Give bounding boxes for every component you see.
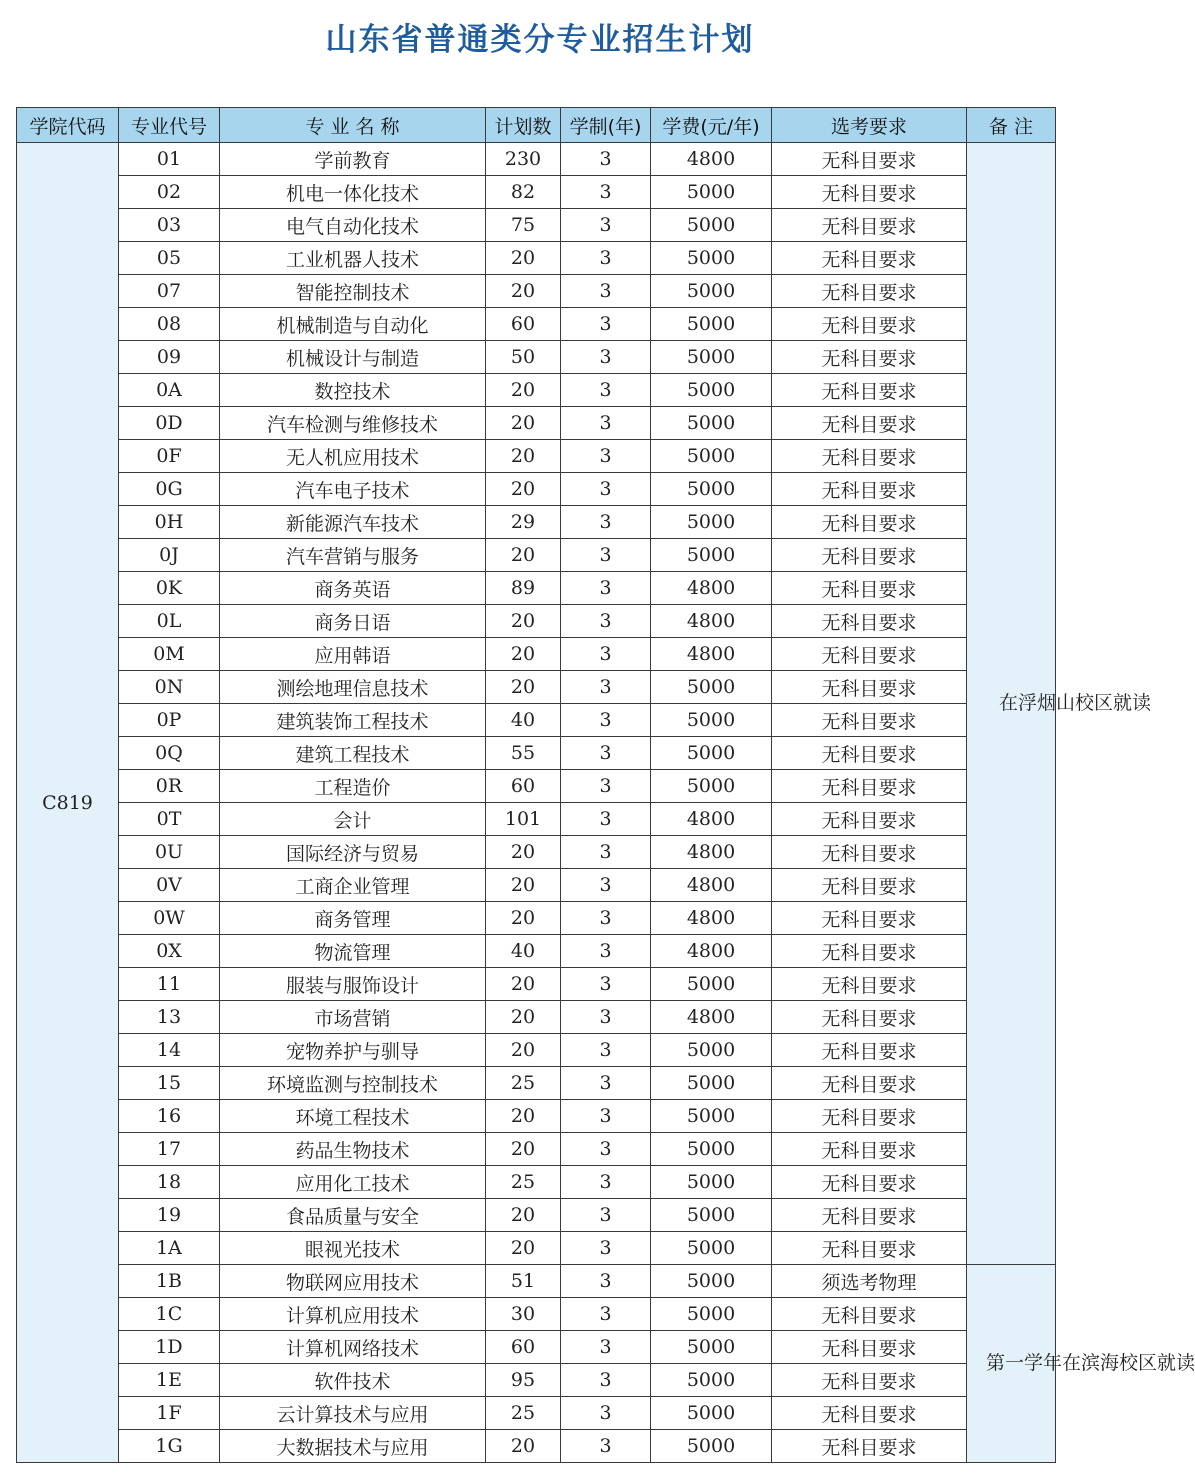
header-duration: 学制(年) — [561, 108, 651, 143]
tuition-cell: 5000 — [651, 1199, 772, 1232]
plan-count-cell: 20 — [486, 1133, 561, 1166]
major-code-cell: 16 — [119, 1100, 220, 1133]
subject-requirement-cell: 无科目要求 — [772, 1331, 967, 1364]
major-name-cell: 药品生物技术 — [220, 1133, 486, 1166]
tuition-cell: 5000 — [651, 407, 772, 440]
major-name-cell: 智能控制技术 — [220, 275, 486, 308]
major-name-cell: 大数据技术与应用 — [220, 1430, 486, 1463]
subject-requirement-cell: 无科目要求 — [772, 968, 967, 1001]
tuition-cell: 4800 — [651, 143, 772, 176]
major-name-cell: 测绘地理信息技术 — [220, 671, 486, 704]
plan-count-cell: 20 — [486, 539, 561, 572]
duration-cell: 3 — [561, 704, 651, 737]
enrollment-plan-table — [16, 107, 1195, 1463]
plan-count-cell: 20 — [486, 407, 561, 440]
major-name-cell: 机电一体化技术 — [220, 176, 486, 209]
plan-count-cell: 20 — [486, 1199, 561, 1232]
table-row — [17, 1397, 1056, 1430]
duration-cell: 3 — [561, 671, 651, 704]
tuition-cell: 5000 — [651, 704, 772, 737]
duration-cell: 3 — [561, 572, 651, 605]
duration-cell: 3 — [561, 1364, 651, 1397]
plan-count-cell: 60 — [486, 1331, 561, 1364]
major-code-cell: 0L — [119, 605, 220, 638]
duration-cell: 3 — [561, 1199, 651, 1232]
tuition-cell: 5000 — [651, 506, 772, 539]
table-row — [17, 605, 1056, 638]
duration-cell: 3 — [561, 407, 651, 440]
plan-count-cell: 50 — [486, 341, 561, 374]
plan-count-cell: 20 — [486, 836, 561, 869]
tuition-cell: 4800 — [651, 836, 772, 869]
subject-requirement-cell: 须选考物理 — [772, 1265, 967, 1298]
major-code-cell: 0J — [119, 539, 220, 572]
table-row — [17, 1034, 1056, 1067]
major-code-cell: 0W — [119, 902, 220, 935]
subject-requirement-cell: 无科目要求 — [772, 704, 967, 737]
plan-count-cell: 60 — [486, 308, 561, 341]
plan-count-cell: 20 — [486, 1034, 561, 1067]
tuition-cell: 5000 — [651, 1100, 772, 1133]
table-header-row — [17, 108, 1056, 143]
major-name-cell: 软件技术 — [220, 1364, 486, 1397]
major-code-cell: 0G — [119, 473, 220, 506]
subject-requirement-cell: 无科目要求 — [772, 803, 967, 836]
subject-requirement-cell: 无科目要求 — [772, 1199, 967, 1232]
major-name-cell: 商务英语 — [220, 572, 486, 605]
major-name-cell: 物联网应用技术 — [220, 1265, 486, 1298]
plan-count-cell: 29 — [486, 506, 561, 539]
table-row — [17, 1001, 1056, 1034]
table-row — [17, 242, 1056, 275]
duration-cell: 3 — [561, 737, 651, 770]
duration-cell: 3 — [561, 968, 651, 1001]
plan-count-cell: 20 — [486, 869, 561, 902]
table-row — [17, 275, 1056, 308]
plan-count-cell: 20 — [486, 440, 561, 473]
subject-requirement-cell: 无科目要求 — [772, 902, 967, 935]
tuition-cell: 5000 — [651, 473, 772, 506]
subject-requirement-cell: 无科目要求 — [772, 407, 967, 440]
tuition-cell: 5000 — [651, 1265, 772, 1298]
table-row — [17, 1067, 1056, 1100]
subject-requirement-cell: 无科目要求 — [772, 1298, 967, 1331]
tuition-cell: 5000 — [651, 1232, 772, 1265]
table-row — [17, 1133, 1056, 1166]
major-code-cell: 0K — [119, 572, 220, 605]
subject-requirement-cell: 无科目要求 — [772, 176, 967, 209]
duration-cell: 3 — [561, 1034, 651, 1067]
duration-cell: 3 — [561, 605, 651, 638]
plan-count-cell: 30 — [486, 1298, 561, 1331]
subject-requirement-cell: 无科目要求 — [772, 275, 967, 308]
table-row — [17, 176, 1056, 209]
plan-count-cell: 55 — [486, 737, 561, 770]
major-code-cell: 05 — [119, 242, 220, 275]
plan-count-cell: 20 — [486, 638, 561, 671]
table-row — [17, 968, 1056, 1001]
table-row — [17, 539, 1056, 572]
duration-cell: 3 — [561, 242, 651, 275]
subject-requirement-cell: 无科目要求 — [772, 1232, 967, 1265]
duration-cell: 3 — [561, 1100, 651, 1133]
tuition-cell: 5000 — [651, 1034, 772, 1067]
major-name-cell: 数控技术 — [220, 374, 486, 407]
table-row — [17, 440, 1056, 473]
plan-count-cell: 25 — [486, 1397, 561, 1430]
table-row — [17, 836, 1056, 869]
subject-requirement-cell: 无科目要求 — [772, 1100, 967, 1133]
table-row — [17, 902, 1056, 935]
table-row — [17, 572, 1056, 605]
tuition-cell: 5000 — [651, 176, 772, 209]
major-name-cell: 环境工程技术 — [220, 1100, 486, 1133]
duration-cell: 3 — [561, 1232, 651, 1265]
major-name-cell: 机械设计与制造 — [220, 341, 486, 374]
major-code-cell: 1D — [119, 1331, 220, 1364]
major-code-cell: 0P — [119, 704, 220, 737]
subject-requirement-cell: 无科目要求 — [772, 209, 967, 242]
table-row — [17, 1430, 1056, 1463]
subject-requirement-cell: 无科目要求 — [772, 1166, 967, 1199]
major-code-cell: 1A — [119, 1232, 220, 1265]
tuition-cell: 5000 — [651, 1430, 772, 1463]
major-name-cell: 商务日语 — [220, 605, 486, 638]
tuition-cell: 5000 — [651, 1166, 772, 1199]
major-name-cell: 宠物养护与驯导 — [220, 1034, 486, 1067]
major-code-cell: 01 — [119, 143, 220, 176]
major-code-cell: 0H — [119, 506, 220, 539]
major-code-cell: 0A — [119, 374, 220, 407]
table-row — [17, 1199, 1056, 1232]
duration-cell: 3 — [561, 341, 651, 374]
major-code-cell: 1C — [119, 1298, 220, 1331]
major-code-cell: 1G — [119, 1430, 220, 1463]
table-row — [17, 704, 1056, 737]
college-code-cell: C819 — [17, 143, 119, 1463]
subject-requirement-cell: 无科目要求 — [772, 1067, 967, 1100]
duration-cell: 3 — [561, 209, 651, 242]
major-code-cell: 18 — [119, 1166, 220, 1199]
major-name-cell: 国际经济与贸易 — [220, 836, 486, 869]
duration-cell: 3 — [561, 869, 651, 902]
plan-count-cell: 20 — [486, 1430, 561, 1463]
table-row — [17, 341, 1056, 374]
duration-cell: 3 — [561, 902, 651, 935]
tuition-cell: 5000 — [651, 770, 772, 803]
major-name-cell: 新能源汽车技术 — [220, 506, 486, 539]
duration-cell: 3 — [561, 1397, 651, 1430]
tuition-cell: 4800 — [651, 902, 772, 935]
tuition-cell: 4800 — [651, 803, 772, 836]
tuition-cell: 5000 — [651, 1364, 772, 1397]
duration-cell: 3 — [561, 1166, 651, 1199]
subject-requirement-cell: 无科目要求 — [772, 737, 967, 770]
duration-cell: 3 — [561, 440, 651, 473]
duration-cell: 3 — [561, 1430, 651, 1463]
major-name-cell: 工程造价 — [220, 770, 486, 803]
subject-requirement-cell: 无科目要求 — [772, 638, 967, 671]
tuition-cell: 4800 — [651, 935, 772, 968]
tuition-cell: 4800 — [651, 605, 772, 638]
remark-cell-binhai — [967, 1265, 1195, 1463]
tuition-cell: 5000 — [651, 1298, 772, 1331]
table-row — [17, 209, 1056, 242]
subject-requirement-cell: 无科目要求 — [772, 605, 967, 638]
header-subject-requirement: 选考要求 — [772, 108, 967, 143]
plan-count-cell: 89 — [486, 572, 561, 605]
major-code-cell: 1B — [119, 1265, 220, 1298]
major-name-cell: 建筑工程技术 — [220, 737, 486, 770]
table-row — [17, 308, 1056, 341]
page-title: 山东省普通类分专业招生计划 — [325, 22, 755, 58]
subject-requirement-cell: 无科目要求 — [772, 242, 967, 275]
table-row — [17, 1232, 1056, 1265]
header-tuition: 学费(元/年) — [651, 108, 772, 143]
subject-requirement-cell: 无科目要求 — [772, 473, 967, 506]
duration-cell: 3 — [561, 1265, 651, 1298]
tuition-cell: 5000 — [651, 308, 772, 341]
major-name-cell: 汽车检测与维修技术 — [220, 407, 486, 440]
major-name-cell: 汽车电子技术 — [220, 473, 486, 506]
major-name-cell: 应用韩语 — [220, 638, 486, 671]
major-name-cell: 计算机应用技术 — [220, 1298, 486, 1331]
major-code-cell: 0X — [119, 935, 220, 968]
plan-count-cell: 51 — [486, 1265, 561, 1298]
duration-cell: 3 — [561, 1331, 651, 1364]
major-name-cell: 市场营销 — [220, 1001, 486, 1034]
duration-cell: 3 — [561, 638, 651, 671]
tuition-cell: 5000 — [651, 440, 772, 473]
plan-count-cell: 82 — [486, 176, 561, 209]
major-name-cell: 无人机应用技术 — [220, 440, 486, 473]
plan-count-cell: 20 — [486, 671, 561, 704]
major-code-cell: 0V — [119, 869, 220, 902]
plan-count-cell: 95 — [486, 1364, 561, 1397]
duration-cell: 3 — [561, 539, 651, 572]
major-name-cell: 电气自动化技术 — [220, 209, 486, 242]
subject-requirement-cell: 无科目要求 — [772, 671, 967, 704]
subject-requirement-cell: 无科目要求 — [772, 143, 967, 176]
table-row — [17, 1364, 1056, 1397]
duration-cell: 3 — [561, 1133, 651, 1166]
plan-count-cell: 20 — [486, 275, 561, 308]
subject-requirement-cell: 无科目要求 — [772, 1397, 967, 1430]
subject-requirement-cell: 无科目要求 — [772, 1034, 967, 1067]
tuition-cell: 5000 — [651, 968, 772, 1001]
table-row — [17, 803, 1056, 836]
duration-cell: 3 — [561, 275, 651, 308]
major-name-cell: 工商企业管理 — [220, 869, 486, 902]
major-code-cell: 0F — [119, 440, 220, 473]
duration-cell: 3 — [561, 836, 651, 869]
remark-cell-fuyanshan — [967, 143, 1152, 1265]
major-name-cell: 机械制造与自动化 — [220, 308, 486, 341]
table-row — [17, 638, 1056, 671]
table-row — [17, 935, 1056, 968]
plan-count-cell: 101 — [486, 803, 561, 836]
plan-count-cell: 25 — [486, 1166, 561, 1199]
remark-text: 在浮烟山校区就读 — [999, 692, 1152, 715]
major-name-cell: 计算机网络技术 — [220, 1331, 486, 1364]
duration-cell: 3 — [561, 803, 651, 836]
plan-count-cell: 75 — [486, 209, 561, 242]
table-row — [17, 374, 1056, 407]
major-code-cell: 14 — [119, 1034, 220, 1067]
major-name-cell: 环境监测与控制技术 — [220, 1067, 486, 1100]
tuition-cell: 4800 — [651, 869, 772, 902]
subject-requirement-cell: 无科目要求 — [772, 935, 967, 968]
plan-count-cell: 20 — [486, 473, 561, 506]
table-row — [17, 1265, 1056, 1298]
major-code-cell: 07 — [119, 275, 220, 308]
subject-requirement-cell: 无科目要求 — [772, 869, 967, 902]
major-code-cell: 0D — [119, 407, 220, 440]
table-row — [17, 407, 1056, 440]
plan-count-cell: 20 — [486, 374, 561, 407]
tuition-cell: 4800 — [651, 638, 772, 671]
subject-requirement-cell: 无科目要求 — [772, 440, 967, 473]
header-major-code: 专业代号 — [119, 108, 220, 143]
subject-requirement-cell: 无科目要求 — [772, 506, 967, 539]
tuition-cell: 5000 — [651, 374, 772, 407]
table-row — [17, 737, 1056, 770]
tuition-cell: 5000 — [651, 209, 772, 242]
table-row — [17, 1166, 1056, 1199]
header-college-code: 学院代码 — [17, 108, 119, 143]
major-name-cell: 物流管理 — [220, 935, 486, 968]
plan-count-cell: 20 — [486, 1232, 561, 1265]
duration-cell: 3 — [561, 506, 651, 539]
duration-cell: 3 — [561, 308, 651, 341]
duration-cell: 3 — [561, 473, 651, 506]
major-name-cell: 工业机器人技术 — [220, 242, 486, 275]
major-code-cell: 0M — [119, 638, 220, 671]
table-row — [17, 506, 1056, 539]
major-name-cell: 眼视光技术 — [220, 1232, 486, 1265]
major-name-cell: 会计 — [220, 803, 486, 836]
major-code-cell: 08 — [119, 308, 220, 341]
plan-count-cell: 60 — [486, 770, 561, 803]
major-name-cell: 云计算技术与应用 — [220, 1397, 486, 1430]
subject-requirement-cell: 无科目要求 — [772, 1133, 967, 1166]
major-name-cell: 汽车营销与服务 — [220, 539, 486, 572]
plan-count-cell: 25 — [486, 1067, 561, 1100]
table-row — [17, 770, 1056, 803]
table-row — [17, 1331, 1056, 1364]
major-code-cell: 1E — [119, 1364, 220, 1397]
tuition-cell: 4800 — [651, 572, 772, 605]
header-major-name: 专 业 名 称 — [220, 108, 486, 143]
plan-count-cell: 230 — [486, 143, 561, 176]
subject-requirement-cell: 无科目要求 — [772, 341, 967, 374]
major-code-cell: 02 — [119, 176, 220, 209]
major-code-cell: 0Q — [119, 737, 220, 770]
plan-count-cell: 20 — [486, 1001, 561, 1034]
major-name-cell: 学前教育 — [220, 143, 486, 176]
plan-count-cell: 40 — [486, 704, 561, 737]
subject-requirement-cell: 无科目要求 — [772, 539, 967, 572]
plan-count-cell: 20 — [486, 902, 561, 935]
tuition-cell: 5000 — [651, 1331, 772, 1364]
duration-cell: 3 — [561, 770, 651, 803]
duration-cell: 3 — [561, 176, 651, 209]
subject-requirement-cell: 无科目要求 — [772, 836, 967, 869]
subject-requirement-cell: 无科目要求 — [772, 374, 967, 407]
tuition-cell: 5000 — [651, 275, 772, 308]
major-name-cell: 建筑装饰工程技术 — [220, 704, 486, 737]
duration-cell: 3 — [561, 1298, 651, 1331]
table-row — [17, 869, 1056, 902]
table-row — [17, 143, 1056, 176]
major-code-cell: 0T — [119, 803, 220, 836]
subject-requirement-cell: 无科目要求 — [772, 770, 967, 803]
tuition-cell: 5000 — [651, 1133, 772, 1166]
major-code-cell: 11 — [119, 968, 220, 1001]
table-row — [17, 1298, 1056, 1331]
duration-cell: 3 — [561, 1067, 651, 1100]
tuition-cell: 5000 — [651, 539, 772, 572]
duration-cell: 3 — [561, 143, 651, 176]
tuition-cell: 5000 — [651, 671, 772, 704]
subject-requirement-cell: 无科目要求 — [772, 572, 967, 605]
duration-cell: 3 — [561, 1001, 651, 1034]
tuition-cell: 5000 — [651, 1397, 772, 1430]
major-code-cell: 19 — [119, 1199, 220, 1232]
tuition-cell: 5000 — [651, 341, 772, 374]
major-name-cell: 食品质量与安全 — [220, 1199, 486, 1232]
major-name-cell: 应用化工技术 — [220, 1166, 486, 1199]
major-code-cell: 09 — [119, 341, 220, 374]
major-code-cell: 0U — [119, 836, 220, 869]
major-name-cell: 服装与服饰设计 — [220, 968, 486, 1001]
duration-cell: 3 — [561, 935, 651, 968]
remark-text: 第一学年在滨海校区就读 — [986, 1351, 1195, 1374]
major-code-cell: 0N — [119, 671, 220, 704]
major-code-cell: 1F — [119, 1397, 220, 1430]
tuition-cell: 5000 — [651, 737, 772, 770]
major-code-cell: 17 — [119, 1133, 220, 1166]
subject-requirement-cell: 无科目要求 — [772, 308, 967, 341]
major-code-cell: 03 — [119, 209, 220, 242]
subject-requirement-cell: 无科目要求 — [772, 1430, 967, 1463]
duration-cell: 3 — [561, 374, 651, 407]
plan-count-cell: 40 — [486, 935, 561, 968]
table-row — [17, 1100, 1056, 1133]
header-plan-count: 计划数 — [486, 108, 561, 143]
tuition-cell: 4800 — [651, 1001, 772, 1034]
table-row — [17, 671, 1056, 704]
tuition-cell: 5000 — [651, 1067, 772, 1100]
major-code-cell: 0R — [119, 770, 220, 803]
plan-count-cell: 20 — [486, 968, 561, 1001]
tuition-cell: 5000 — [651, 242, 772, 275]
subject-requirement-cell: 无科目要求 — [772, 1364, 967, 1397]
major-code-cell: 15 — [119, 1067, 220, 1100]
subject-requirement-cell: 无科目要求 — [772, 1001, 967, 1034]
plan-count-cell: 20 — [486, 605, 561, 638]
plan-count-cell: 20 — [486, 1100, 561, 1133]
major-name-cell: 商务管理 — [220, 902, 486, 935]
header-remarks: 备 注 — [967, 108, 1056, 143]
major-code-cell: 13 — [119, 1001, 220, 1034]
table-row — [17, 473, 1056, 506]
plan-count-cell: 20 — [486, 242, 561, 275]
